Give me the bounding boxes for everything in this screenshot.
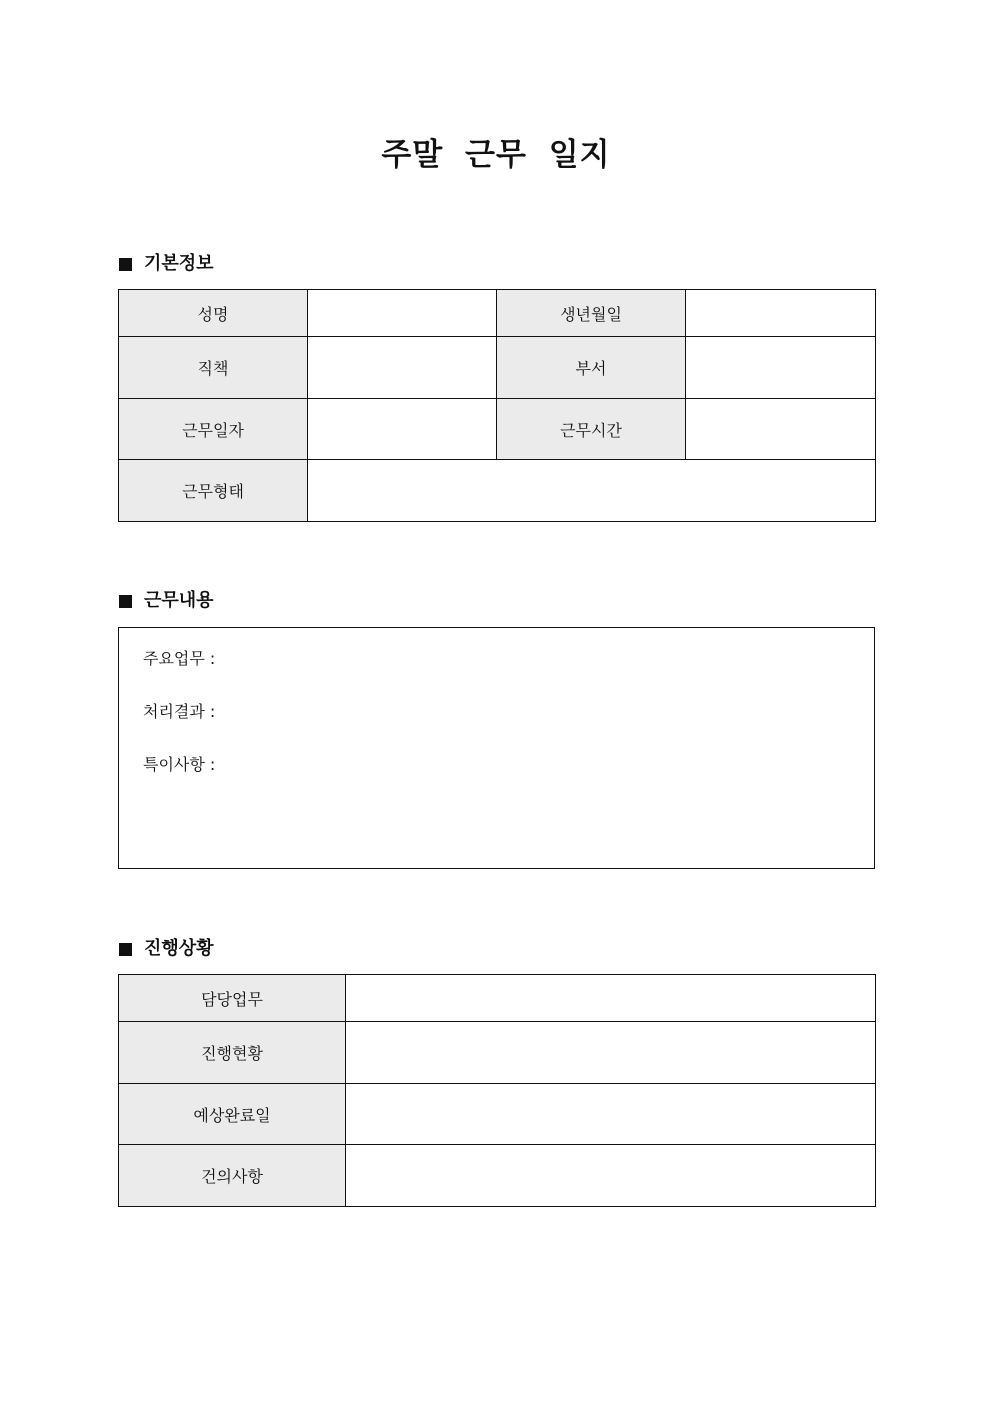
square-bullet-icon — [119, 258, 132, 271]
table-row — [119, 1145, 876, 1207]
work-content-heading — [119, 588, 214, 614]
work-time-label: 근무시간 — [497, 399, 686, 460]
current-status-field[interactable] — [346, 1022, 876, 1084]
progress-heading-text: 진행상황 — [144, 938, 214, 959]
table-row — [119, 290, 876, 337]
expected-completion-field[interactable] — [346, 1084, 876, 1145]
birthdate-field[interactable] — [686, 290, 876, 337]
department-label: 부서 — [497, 337, 686, 399]
progress-table — [118, 974, 876, 1207]
notes-label: 특이사항 : — [143, 755, 216, 774]
assigned-task-label: 담당업무 — [119, 975, 346, 1022]
square-bullet-icon — [119, 595, 132, 608]
department-field[interactable] — [686, 337, 876, 399]
table-row — [119, 975, 876, 1022]
work-content-heading-text: 근무내용 — [144, 590, 214, 611]
table-row — [119, 399, 876, 460]
name-label: 성명 — [119, 290, 308, 337]
result-label: 처리결과 : — [143, 702, 216, 721]
assigned-task-field[interactable] — [346, 975, 876, 1022]
position-label: 직책 — [119, 337, 308, 399]
work-type-label: 근무형태 — [119, 460, 308, 522]
table-row — [119, 460, 876, 522]
work-content-box[interactable] — [118, 627, 875, 869]
name-field[interactable] — [308, 290, 497, 337]
work-date-label: 근무일자 — [119, 399, 308, 460]
table-row — [119, 1084, 876, 1145]
work-date-field[interactable] — [308, 399, 497, 460]
suggestions-field[interactable] — [346, 1145, 876, 1207]
page-title: 주말 근무 일지 — [381, 137, 611, 173]
table-row — [119, 1022, 876, 1084]
expected-completion-label: 예상완료일 — [119, 1084, 346, 1145]
main-task-label: 주요업무 : — [143, 649, 216, 668]
basic-info-heading-text: 기본정보 — [144, 253, 214, 274]
table-row — [119, 337, 876, 399]
basic-info-table — [118, 289, 876, 522]
work-type-field[interactable] — [308, 460, 876, 522]
square-bullet-icon — [119, 943, 132, 956]
progress-heading — [119, 936, 214, 962]
birthdate-label: 생년월일 — [497, 290, 686, 337]
position-field[interactable] — [308, 337, 497, 399]
basic-info-heading — [119, 251, 214, 277]
current-status-label: 진행현황 — [119, 1022, 346, 1084]
work-time-field[interactable] — [686, 399, 876, 460]
suggestions-label: 건의사항 — [119, 1145, 346, 1207]
